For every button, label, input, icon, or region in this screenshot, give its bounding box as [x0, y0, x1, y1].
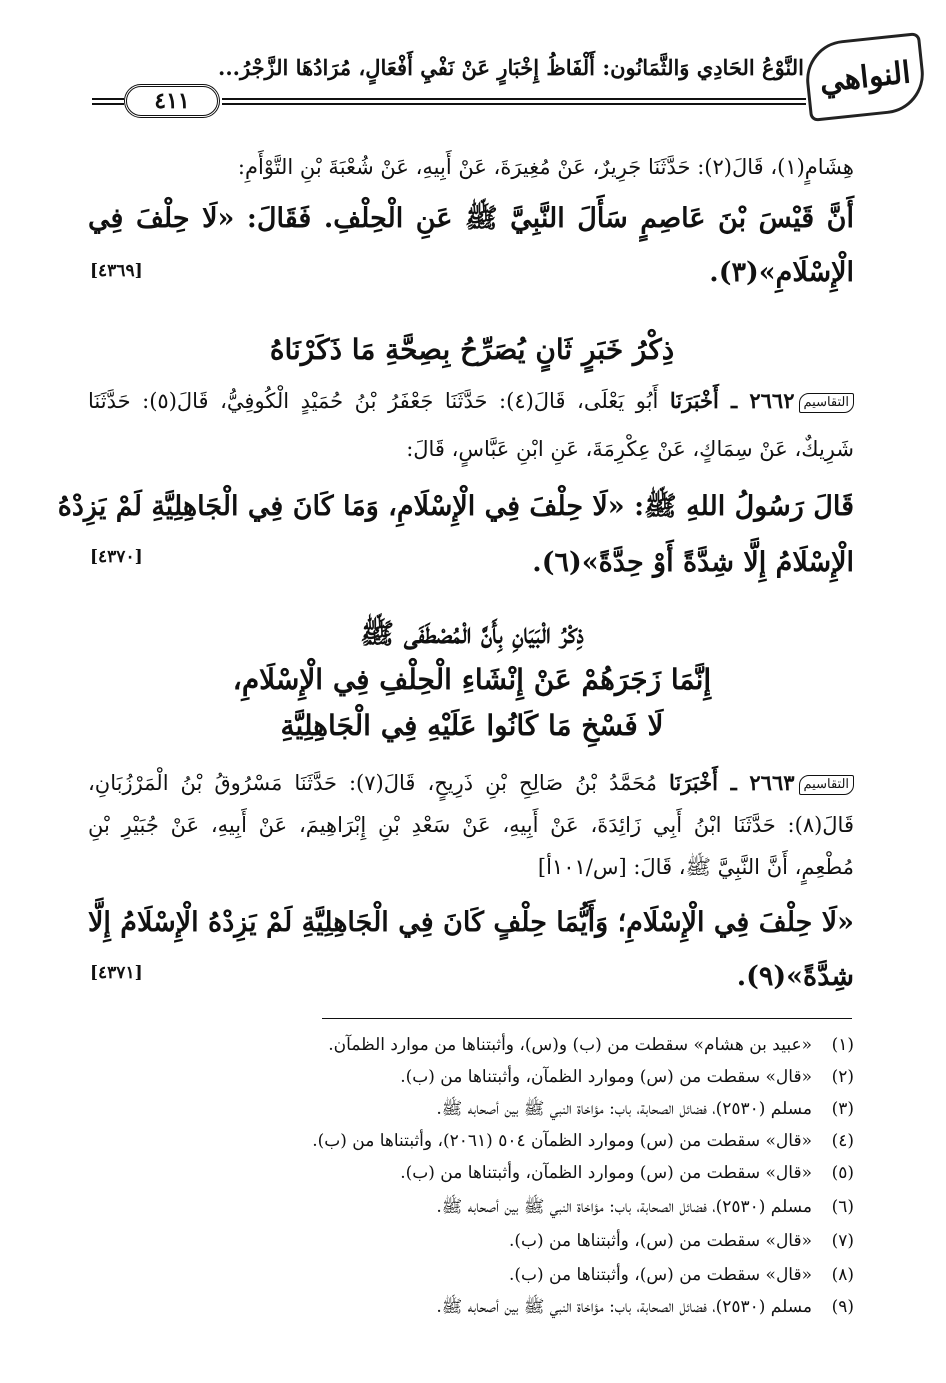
chapter-logo	[802, 32, 928, 122]
chapter-logo-text: النواهي	[817, 54, 913, 100]
akhbarana-label: أَخْبَرَنَا	[668, 770, 718, 795]
section-heading: ذِكْرُ خَبَرٍ ثَانٍ يُصَرِّحُ بِصِحَّةِ مَا ذَكَرْنَاهُ	[269, 333, 675, 366]
hadith-number: ٢٦٦٣	[749, 770, 795, 795]
footnote-text: «قال» سقطت من (س) وموارد الظمآن، وأثبتناها من (ب).	[400, 1163, 812, 1183]
footnote-number: (٢)	[831, 1067, 854, 1087]
footnote-text: «قال» سقطت من (س) وموارد الظمآن ٥٠٤ (٢٠٦١)، وأثبتناها من (ب).	[312, 1131, 812, 1151]
footnote-text: «قال» سقطت من (س)، وأثبتناها من (ب).	[508, 1231, 812, 1251]
footnote-number: (٦)	[831, 1197, 854, 1217]
section-heading-line: لَا فَسْخِ مَا كَانُوا عَلَيْهِ فِي الْجَاهِلِيَّةِ	[280, 709, 664, 742]
footnote-number: (٩)	[831, 1297, 854, 1317]
section-heading-line: ذِكْرُ الْبَيَانِ بِأَنَّ الْمُصْطَفَى ﷺ	[360, 617, 584, 650]
footnote-text: «عبيد بن هشام» سقطت من (ب) و(س)، وأثبتناها من موارد الظمآن.	[328, 1035, 812, 1055]
footnote-number: (٣)	[831, 1099, 854, 1119]
hadith-number: ٢٦٦٢	[749, 388, 795, 413]
matn-line: الْإِسْلَامِ»(٣).	[709, 257, 854, 288]
matn-line: «لَا حِلْفَ فِي الْإِسْلَامِ؛ وَأَيُّمَا حِلْفٍ كَانَ فِي الْجَاهِلِيَّةِ لَمْ يَزِدْهُ الْإِسْلَامُ إِلَّا	[88, 907, 854, 938]
isnad-text: مُحَمَّدُ بْنُ صَالِحِ بْنِ ذَرِيحٍ، قَالَ(٧): حَدَّثَنَا مَسْرُوقُ بْنُ الْمَرْزُبَانِ،	[88, 771, 657, 795]
footnote-number: (٤)	[831, 1131, 854, 1151]
footnote	[120, 1262, 854, 1290]
hadith-reference: [٤٣٦٩]	[90, 261, 143, 281]
isnad-text: أَبُو يَعْلَى، قَالَ(٤): حَدَّثَنَا جَعْفَرُ بْنُ حُمَيْدٍ الْكُوفِيُّ، قَالَ(٥): حَدَّثَنَا	[88, 389, 659, 413]
matn-line: الْإِسْلَامُ إِلَّا شِدَّةً أَوْ حِدَّةً»(٦).	[532, 547, 854, 578]
footnote	[120, 1294, 854, 1322]
isnad-line: شَرِيكٌ، عَنْ سِمَاكٍ، عَنْ عِكْرِمَةَ، عَنِ ابْنِ عَبَّاسٍ، قَالَ:	[406, 437, 854, 461]
hadith-reference: [٤٣٧٠]	[90, 547, 143, 567]
matn-line: أَنَّ قَيْسَ بْنَ عَاصِمٍ سَأَلَ النَّبِيَّ ﷺ عَنِ الْحِلْفِ. فَقَالَ: «لَا حِلْفَ فِي	[88, 203, 854, 234]
footnote	[120, 1228, 854, 1256]
footnote	[120, 1194, 854, 1222]
footnote	[120, 1160, 854, 1188]
footnote-number: (١)	[831, 1035, 854, 1055]
footnote-number: (٥)	[831, 1163, 854, 1183]
taqasim-badge: التقاسيم	[799, 775, 855, 795]
header-rule-left	[92, 98, 124, 105]
section-heading-line: إِنَّمَا زَجَرَهُمْ عَنْ إِنْشَاءِ الْحِلْفِ فِي الْإِسْلَامِ،	[232, 663, 712, 696]
isnad-line: هِشَامٍ(١)، قَالَ(٢): حَدَّثَنَا جَرِيرٌ، عَنْ مُغِيرَةَ، عَنْ أَبِيهِ، عَنْ شُعْبَةَ بْنِ التَّوْأَمِ:	[237, 155, 854, 179]
footnote	[120, 1128, 854, 1156]
hadith-reference: [٤٣٧١]	[90, 963, 143, 983]
footnote-text: مسلم (٢٥٣٠)، فضائل الصحابة، باب: مؤاخاة النبي ﷺ بين أصحابه ﷺ.	[436, 1099, 812, 1119]
hadith-opening-line: التقاسيم٢٦٦٢ ـ أَخْبَرَنَا أَبُو يَعْلَى، قَالَ(٤): حَدَّثَنَا جَعْفَرُ بْنُ حُمَيْدٍ الْكُوفِيُّ، قَالَ(٥): حَدَّثَنَا	[88, 384, 854, 420]
matn-line: قَالَ رَسُولُ اللهِ ﷺ: «لَا حِلْفَ فِي الْإِسْلَامِ، وَمَا كَانَ فِي الْجَاهِلِيَّةِ لَمْ يَزِدْهُ	[57, 491, 854, 522]
isnad-line: قَالَ(٨): حَدَّثَنَا ابْنُ أَبِي زَائِدَةَ، عَنْ أَبِيهِ، عَنْ سَعْدِ بْنِ إِبْرَاهِيمَ، عَنْ أَبِيهِ، عَنْ جُبَيْرِ بْنِ	[88, 813, 854, 837]
taqasim-badge: التقاسيم	[799, 393, 855, 413]
footnote	[120, 1032, 854, 1060]
footnote	[120, 1096, 854, 1124]
footnote-separator	[322, 1018, 852, 1019]
footnote	[120, 1064, 854, 1092]
header-rule	[222, 98, 806, 105]
footnote-text: «قال» سقطت من (س)، وأثبتناها من (ب).	[508, 1265, 812, 1285]
hadith-opening-line: التقاسيم٢٦٦٣ ـ أَخْبَرَنَا مُحَمَّدُ بْنُ صَالِحِ بْنِ ذَرِيحٍ، قَالَ(٧): حَدَّثَنَا مَسْرُوقُ بْنُ الْمَرْزُبَانِ،	[88, 766, 854, 802]
footnote-text: مسلم (٢٥٣٠)، فضائل الصحابة، باب: مؤاخاة النبي ﷺ بين أصحابه ﷺ.	[436, 1197, 812, 1217]
footnote-text: «قال» سقطت من (س) وموارد الظمآن، وأثبتناها من (ب).	[400, 1067, 812, 1087]
footnote-number: (٨)	[831, 1265, 854, 1285]
matn-line: شِدَّةً»(٩).	[736, 961, 854, 992]
page-number: ٤١١	[124, 84, 220, 118]
isnad-line: مُطْعِمٍ، أَنَّ النَّبِيَّ ﷺ، قَالَ: [س/١٠١أ]	[537, 855, 854, 879]
akhbarana-label: أَخْبَرَنَا	[669, 388, 719, 413]
footnote-number: (٧)	[831, 1231, 854, 1251]
running-title: النَّوْعُ الحَادِي وَالثَّمَانُون: أَلْفَاظُ إِخْبَارٍ عَنْ نَفْيِ أَفْعَالٍ، مُرَادُهَا الزَّجْرُ...	[218, 55, 804, 80]
footnote-text: مسلم (٢٥٣٠)، فضائل الصحابة، باب: مؤاخاة النبي ﷺ بين أصحابه ﷺ.	[436, 1297, 812, 1317]
